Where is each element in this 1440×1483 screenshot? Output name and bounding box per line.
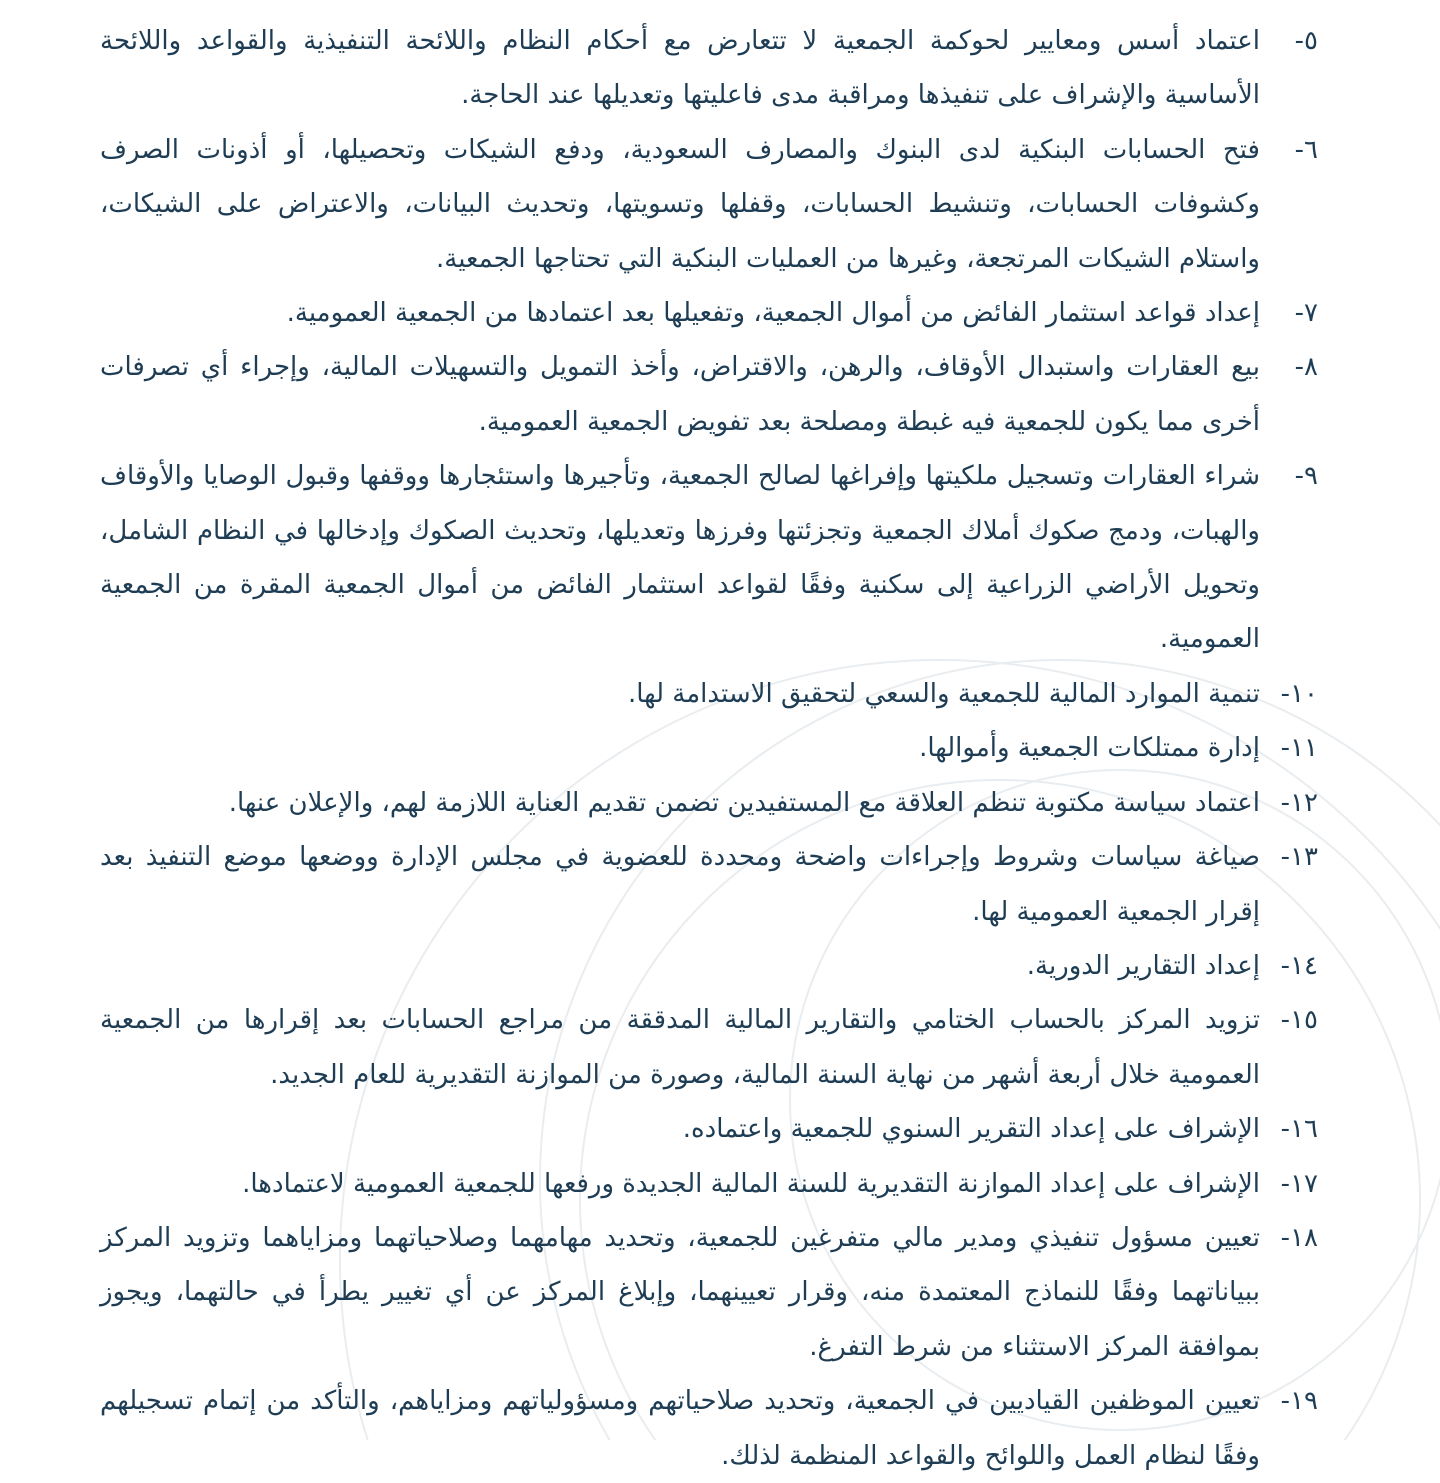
list-item — [100, 286, 1318, 340]
list-item-text: تعيين الموظفين القياديين في الجمعية، وتحديد صلاحياتهم ومسؤولياتهم ومزاياهم، والتأكد من إتمام تسجيلهم وفقًا لنظام العمل واللوائح والقواعد المنظمة لذلك. — [100, 1386, 1260, 1471]
list-item-number: ٩- — [1294, 461, 1318, 492]
list-item-text: بيع العقارات واستبدال الأوقاف، والرهن، والاقتراض، وأخذ التمويل والتسهيلات المالية، وإجراء أي تصرفات أخرى مما يكون للجمعية فيه غبطة ومصلحة بعد تفويض الجمعية العمومية. — [100, 352, 1260, 437]
list-item — [100, 667, 1318, 721]
list-item-text: إعداد التقارير الدورية. — [1026, 950, 1260, 981]
list-item — [100, 939, 1318, 993]
list-item-text: فتح الحسابات البنكية لدى البنوك والمصارف السعودية، ودفع الشيكات وتحصيلها، أو أذونات الصرف وكشوفات الحسابات، وتنشيط الحسابات، وقفلها وتسويتها، وتحديث البيانات، والاعتراض على الشيكات، واستلام الشيكات المرتجعة، وغيرها من العمليات البنكية التي تحتاجها الجمعية. — [100, 134, 1260, 274]
list-item-number: ١٤- — [1280, 950, 1318, 981]
list-item-number: ١٢- — [1280, 787, 1318, 818]
list-item-text: إعداد قواعد استثمار الفائض من أموال الجمعية، وتفعيلها بعد اعتمادها من الجمعية العمومية. — [286, 298, 1260, 329]
list-item-text: اعتماد سياسة مكتوبة تنظم العلاقة مع المستفيدين تضمن تقديم العناية اللازمة لهم، والإعلان عنها. — [228, 787, 1260, 818]
list-item — [100, 776, 1318, 830]
document-page — [100, 14, 1318, 1483]
list-item-number: ١٠- — [1280, 678, 1318, 709]
list-item-text: إدارة ممتلكات الجمعية وأموالها. — [919, 733, 1260, 764]
list-item-text: شراء العقارات وتسجيل ملكيتها وإفراغها لصالح الجمعية، وتأجيرها واستئجارها ووقفها وقبول الوصايا والأوقاف والهبات، ودمج صكوك أملاك الجمعية وتجزئتها وفرزها وتعديلها، وتحديث الصكوك وإدخالها في النظام الشامل، وتحويل الأراضي الزراعية إلى سكنية وفقًا لقواعد استثمار الفائض من أموال الجمعية المقرة من الجمعية العمومية. — [100, 461, 1260, 655]
list-item — [100, 123, 1318, 286]
list-item-number: ٥- — [1294, 26, 1318, 56]
list-item — [100, 721, 1318, 775]
list-item-text: تنمية الموارد المالية للجمعية والسعي لتحقيق الاستدامة لها. — [627, 678, 1260, 709]
list-item-number: ١١- — [1280, 733, 1318, 764]
list-item-number: ١٥- — [1280, 1005, 1318, 1036]
list-item-number: ٦- — [1294, 134, 1318, 165]
list-item-text: صياغة سياسات وشروط وإجراءات واضحة ومحددة للعضوية في مجلس الإدارة ووضعها موضع التنفيذ بعد إقرار الجمعية العمومية لها. — [100, 842, 1260, 927]
list-item-text: تزويد المركز بالحساب الختامي والتقارير المالية المدققة من مراجع الحسابات بعد إقرارها من الجمعية العمومية خلال أربعة أشهر من نهاية السنة المالية، وصورة من الموازنة التقديرية للعام الجديد. — [100, 1005, 1260, 1090]
list-item-number: ٧- — [1294, 298, 1318, 329]
list-item — [100, 993, 1318, 1102]
list-item-text: اعتماد أسس ومعايير لحوكمة الجمعية لا تتعارض مع أحكام النظام واللائحة التنفيذية والقواعد واللائحة الأساسية والإشراف على تنفيذها ومراقبة مدى فاعليتها وتعديلها عند الحاجة. — [100, 26, 1260, 111]
list-item — [100, 1102, 1318, 1156]
list-item — [100, 1374, 1318, 1483]
list-item-number: ١٦- — [1280, 1114, 1318, 1145]
list-item-number: ١٨- — [1280, 1222, 1318, 1253]
list-item — [100, 340, 1318, 449]
list-item — [100, 1211, 1318, 1374]
list-item — [100, 449, 1318, 667]
list-item — [100, 830, 1318, 939]
list-item-text: الإشراف على إعداد التقرير السنوي للجمعية واعتماده. — [682, 1114, 1260, 1145]
list-item-number: ١٣- — [1280, 842, 1318, 873]
list-item-text: تعيين مسؤول تنفيذي ومدير مالي متفرغين للجمعية، وتحديد مهامهما وصلاحياتهما ومزاياهما وتزويد المركز ببياناتهما وفقًا للنماذج المعتمدة منه، وقرار تعيينهما، وإبلاغ المركز عن أي تغيير يطرأ في حالتهما، ويجوز بموافقة المركز الاستثناء من شرط التفرغ. — [100, 1222, 1260, 1362]
list-item-text: الإشراف على إعداد الموازنة التقديرية للسنة المالية الجديدة ورفعها للجمعية العمومية لاعتمادها. — [242, 1168, 1260, 1199]
list-item — [100, 14, 1318, 123]
list-item-number: ١٩- — [1280, 1386, 1318, 1417]
list-item-number: ١٧- — [1280, 1168, 1318, 1199]
list-item-number: ٨- — [1294, 352, 1318, 383]
list-item — [100, 1157, 1318, 1211]
